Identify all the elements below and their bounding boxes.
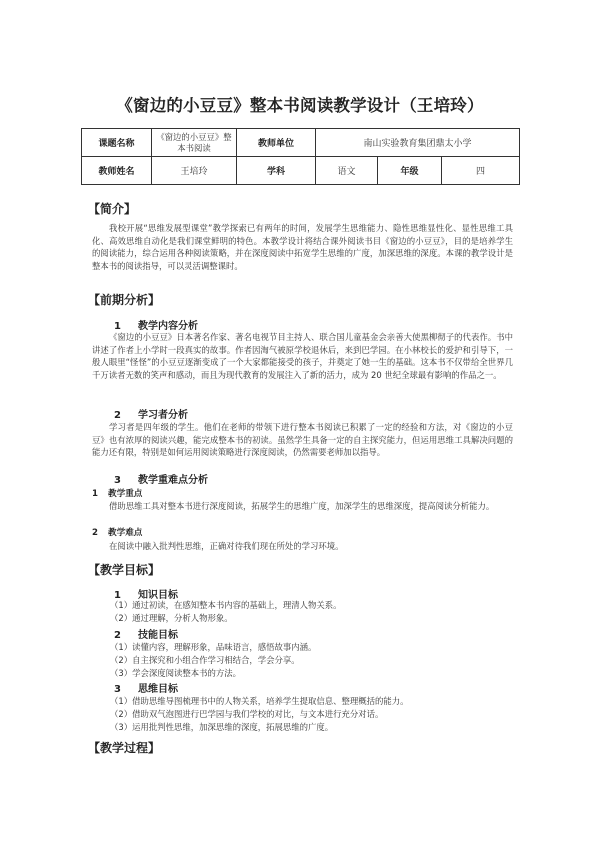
section-title: 思维目标 [138, 684, 178, 695]
content-analysis-paragraph: 《窗边的小豆豆》日本著名作家、著名电视节目主持人、联合国儿童基金会亲善大使黑柳彻子的代表作。书中讲述了作者上小学时一段真实的故事。作者因淘气被原学校退休后，来到巴学园。在小林校长的爱护和引导下，一般人眼里“怪怪”的小豆豆逐渐变成了一个大家都能接受的孩子，并奠定了她一生的基础。这本书不仅带给全世界几千万读者无数的笑声和感动，而且为现代教育的发展注入了新的活力，成为 20 世纪全球最有影响的作品之一。 [92, 332, 513, 380]
subject-label: 学科 [237, 157, 316, 185]
list-item: （3）学会深度阅读整本书的方法。 [110, 668, 241, 678]
table-row [82, 129, 520, 157]
teacher-unit-label: 教师单位 [237, 129, 316, 157]
section-title: 教学重点 [108, 489, 143, 499]
skill-goal-heading [114, 626, 178, 641]
key-point-heading [92, 487, 142, 499]
section-title: 知识目标 [138, 590, 178, 601]
section-number: 3 [114, 684, 121, 695]
teacher-unit-value: 南山实验教育集团鼎太小学 [316, 129, 520, 157]
key-difficult-heading [114, 471, 208, 486]
table-row [82, 157, 520, 185]
subject-value: 语文 [316, 157, 378, 185]
course-name-label: 课题名称 [82, 129, 152, 157]
section-title: 教学重难点分析 [138, 475, 208, 486]
difficult-point-heading [92, 526, 142, 538]
learner-analysis-paragraph: 学习者是四年级的学生。他们在老师的带领下进行整本书阅读已积累了一定的经验和方法，对《窗边的小豆豆》也有浓厚的阅读兴趣，能完成整本书的初读。虽然学生具备一定的自主探究能力，但运用思维工具解决问题的能力还有限，特别是如何运用阅读策略进行深度阅读，仍然需要老师加以指导。 [92, 422, 513, 457]
section-number: 1 [92, 489, 98, 499]
key-point-paragraph: 借助思维工具对整本书进行深度阅读，拓展学生的思维广度，加深学生的思维深度，提高阅读分析能力。 [109, 501, 495, 511]
list-item: （3）运用批判性思维，加深思维的深度，拓展思维的广度。 [110, 722, 334, 732]
section-title: 教学内容分析 [138, 321, 198, 332]
list-item: （1）借助思维导图梳理书中的人物关系，培养学生提取信息、整理概括的能力。 [110, 696, 409, 706]
section-number: 2 [114, 630, 121, 641]
grade-label: 年级 [378, 157, 442, 185]
learner-analysis-heading [114, 406, 188, 421]
difficult-point-paragraph: 在阅读中融入批判性思维，正确对待我们现在所处的学习环境。 [109, 541, 344, 551]
list-item: （1）通过初读，在感知整本书内容的基础上，理清人物关系。 [110, 600, 342, 610]
intro-heading: 【简介】 [88, 202, 137, 216]
page-title: 《窗边的小豆豆》整本书阅读教学设计（王培玲） [116, 96, 484, 115]
analysis-heading: 【前期分析】 [88, 293, 161, 307]
thinking-goal-heading [114, 680, 178, 695]
process-heading: 【教学过程】 [88, 741, 161, 755]
list-item: （2）借助双气泡图进行巴学园与我们学校的对比，与文本进行充分对话。 [110, 709, 384, 719]
section-number: 2 [114, 410, 121, 421]
course-info-table [81, 128, 520, 185]
section-number: 2 [92, 528, 98, 538]
goals-heading: 【教学目标】 [88, 563, 161, 577]
knowledge-goal-heading [114, 586, 178, 601]
teacher-name-value: 王培玲 [152, 157, 237, 185]
section-title: 教学难点 [108, 528, 143, 538]
section-title: 技能目标 [138, 630, 178, 641]
list-item: （2）通过理解，分析人物形象。 [110, 613, 233, 623]
section-number: 3 [114, 475, 121, 486]
section-number: 1 [114, 321, 121, 332]
teacher-name-label: 教师姓名 [82, 157, 152, 185]
section-title: 学习者分析 [138, 410, 188, 421]
list-item: （2）自主探究和小组合作学习相结合，学会分享。 [110, 655, 300, 665]
content-analysis-heading [114, 317, 198, 332]
section-number: 1 [114, 590, 121, 601]
course-name-value: 《窗边的小豆豆》整本书阅读 [152, 129, 237, 157]
grade-value: 四 [442, 157, 520, 185]
list-item: （1）读懂内容，理解形象，品味语言，感悟故事内涵。 [110, 642, 317, 652]
intro-paragraph: 我校开展“思维发展型课堂”教学探索已有两年的时间，发展学生思维能力、隐性思维显性化、显性思维工具化、高效思维自动化是我们课堂鲜明的特色。本教学设计将结合课外阅读书目《窗边的小豆豆》，目的是培养学生的阅读能力，综合运用各种阅读策略，并在深度阅读中拓宽学生思维的广度，加深思维的深度。本课的教学设计是整本书的阅读指导，可以灵活调整课时。 [92, 223, 513, 271]
